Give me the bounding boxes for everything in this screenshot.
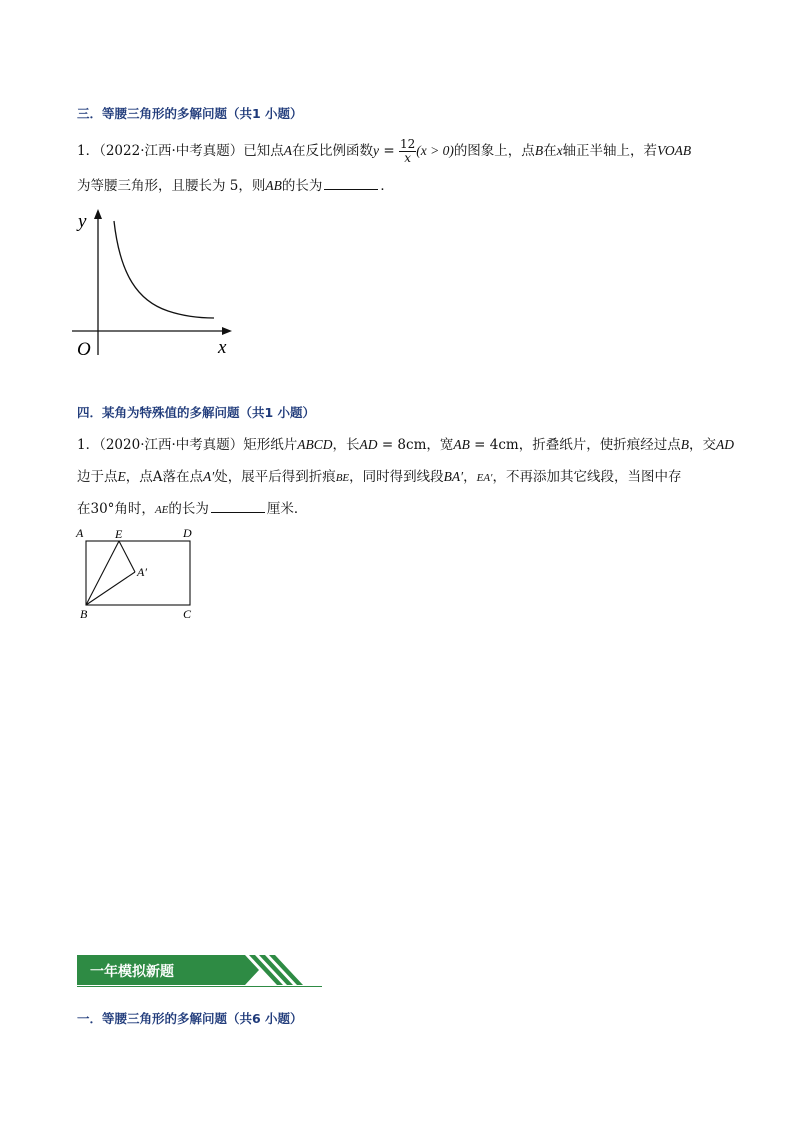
section3-heading: 三．等腰三角形的多解问题（共1 小题） — [77, 106, 303, 121]
q-text: 边于点 — [77, 469, 118, 485]
q-text: 厘米． — [266, 501, 308, 517]
fraction — [399, 138, 416, 165]
point-b: B — [534, 143, 544, 158]
q-text: 的长为 — [281, 178, 323, 194]
var-y: y — [373, 143, 380, 158]
q-text: ， — [463, 469, 477, 485]
origin-label: O — [77, 339, 91, 360]
q-text: ，不再添加其它线段，当图中存 — [492, 469, 682, 485]
segment-be: BE — [335, 472, 350, 484]
q-text: ，交 — [689, 437, 716, 453]
banner-label: 一年模拟新题 — [90, 964, 174, 980]
inverse-function-graph — [68, 205, 238, 365]
segment-ea-prime: EA′ — [476, 472, 493, 484]
x-axis-arrow — [222, 327, 232, 335]
fraction-numerator: 12 — [399, 137, 416, 151]
q-text: ，同时得到线段 — [349, 469, 444, 485]
q-prefix: 1．（2022·江西·中考真题）已知点 — [77, 143, 284, 159]
segment-ab: AB — [265, 178, 282, 193]
y-axis-arrow — [94, 209, 102, 219]
answer-blank — [211, 498, 265, 513]
section4-question-line1 — [77, 435, 734, 455]
label-a-prime: A′ — [137, 565, 147, 579]
var-x: x — [556, 143, 563, 158]
segment-ab: AB — [453, 437, 470, 452]
q-text: 的图象上，点 — [453, 143, 535, 159]
section-banner — [77, 955, 322, 987]
segment-ae: AE — [154, 504, 169, 516]
point-e: E — [117, 469, 126, 484]
equals: = — [379, 143, 399, 159]
label-b: B — [80, 607, 88, 621]
segment-ba-prime: BA′ — [443, 469, 464, 484]
y-axis-label: y — [78, 211, 87, 232]
q-text: 轴正半轴上，若 — [562, 143, 658, 159]
fraction-denominator: x — [404, 151, 411, 165]
q-end: ． — [380, 178, 394, 194]
domain-condition: (x > 0) — [416, 143, 454, 158]
q-text: 为等腰三角形，且腰长为 5，则 — [77, 178, 266, 194]
section1-heading: 一．等腰三角形的多解问题（共6 小题） — [77, 1011, 303, 1026]
q-text: = 4cm，折叠纸片，使折痕经过点 — [469, 437, 681, 453]
segment-ba-prime-line — [86, 572, 135, 605]
q-text: 处，展平后得到折痕 — [214, 469, 336, 485]
q-text: ，长 — [332, 437, 360, 453]
point-a-prime: A′ — [203, 469, 215, 484]
segment-ad: AD — [359, 437, 378, 452]
q-text: 在反比例函数 — [292, 143, 374, 159]
q-text: 在 — [543, 143, 557, 159]
crease-be — [86, 541, 119, 605]
label-c: C — [183, 607, 192, 621]
segment-ad: AD — [716, 437, 734, 452]
point-a: A — [283, 143, 293, 158]
triangle-name: VOAB — [657, 143, 692, 158]
answer-blank — [324, 175, 378, 190]
q-text: 在30°角时， — [77, 501, 155, 517]
label-e: E — [115, 527, 123, 541]
label-d: D — [183, 526, 192, 540]
x-axis-label: x — [218, 337, 227, 358]
section4-heading: 四．某角为特殊值的多解问题（共1 小题） — [77, 405, 316, 420]
section3-question-line2 — [77, 175, 394, 196]
banner-stripes-icon — [235, 955, 335, 986]
banner-underline — [77, 986, 322, 987]
q-text: 1．（2020·江西·中考真题）矩形纸片 — [77, 437, 298, 453]
point-b: B — [680, 437, 689, 452]
section3-question-line1 — [77, 138, 691, 165]
segment-ea-prime-line — [119, 541, 135, 572]
q-text: = 8cm，宽 — [377, 437, 454, 453]
rect-name: ABCD — [297, 437, 333, 452]
q-text: 的长为 — [168, 501, 209, 517]
hyperbola-curve — [114, 221, 214, 318]
section4-question-line3 — [77, 498, 307, 520]
section4-question-line2 — [77, 467, 681, 488]
q-text: ，点A落在点 — [125, 469, 203, 485]
label-a: A — [76, 526, 84, 540]
folded-rectangle-figure — [72, 522, 202, 624]
